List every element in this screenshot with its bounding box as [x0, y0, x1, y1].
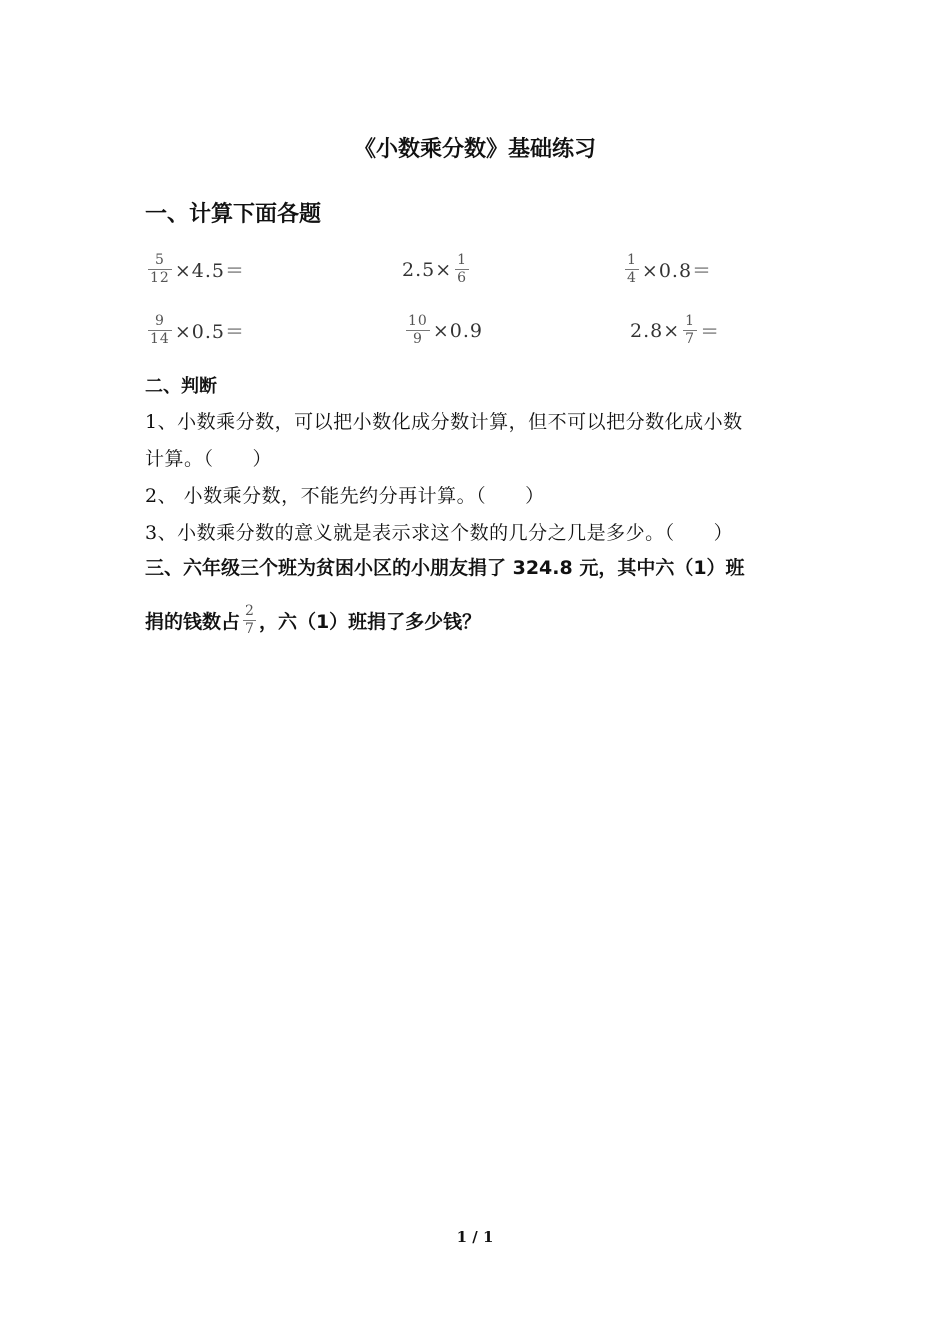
calc-item-2: [402, 252, 472, 287]
fraction: [406, 313, 430, 348]
word-problem-text: ，六（1）班捐了多少钱？: [258, 611, 482, 633]
fraction: [148, 313, 172, 348]
section-1-heading: 一、计算下面各题: [145, 202, 322, 227]
calc-item-6: [630, 313, 720, 348]
page-title: 《小数乘分数》基础练习: [353, 137, 596, 162]
calc-expression: ×0.8＝: [641, 260, 713, 282]
judge-question-3: 3、小数乘分数的意义就是表示求这个数的几分之几是多少。（ ）: [145, 522, 734, 544]
fraction-denominator: 12: [150, 270, 170, 286]
fraction-denominator: 6: [457, 270, 468, 286]
calc-expression: ×0.9: [432, 319, 483, 342]
calc-expression: 2.8×: [630, 319, 681, 342]
fraction-numerator: 1: [457, 252, 468, 268]
calc-expression: 2.5×: [402, 258, 453, 281]
section-2-heading: 二、判断: [145, 376, 217, 397]
calc-expression: ＝: [700, 321, 721, 343]
fraction-numerator: 1: [685, 313, 696, 329]
fraction-numerator: 9: [154, 313, 165, 329]
word-problem-line-2: [145, 603, 481, 638]
word-problem-text: 捐的钱数占: [145, 611, 241, 633]
calc-item-5: [403, 313, 483, 348]
page-number: 1 / 1: [456, 1228, 494, 1246]
fraction: [683, 313, 697, 348]
fraction-numerator: 2: [245, 603, 254, 619]
fraction-numerator: 1: [627, 252, 637, 268]
fraction: [148, 252, 172, 287]
judge-question-1-line-1: 1、小数乘分数，可以把小数化成分数计算，但不可以把分数化成小数: [145, 411, 743, 433]
calc-expression: ×0.5＝: [174, 321, 245, 343]
fraction: [243, 603, 256, 638]
judge-question-2: 2、 小数乘分数，不能先约分再计算。（ ）: [145, 485, 545, 507]
calc-item-4: [145, 313, 245, 348]
fraction-numerator: 5: [154, 252, 165, 268]
fraction-numerator: 10: [408, 313, 428, 329]
calc-item-3: [622, 252, 712, 287]
fraction-denominator: 4: [627, 270, 637, 286]
fraction-denominator: 7: [245, 621, 254, 637]
fraction-denominator: 14: [150, 331, 170, 347]
calc-item-1: [145, 252, 245, 287]
fraction-denominator: 7: [685, 331, 696, 347]
judge-question-1-line-2: 计算。（ ）: [145, 448, 273, 470]
fraction: [625, 252, 639, 287]
fraction: [455, 252, 469, 287]
word-problem-line-1: 三、六年级三个班为贫困小区的小朋友捐了 324.8 元，其中六（1）班: [145, 557, 745, 579]
fraction-denominator: 9: [412, 331, 423, 347]
calc-expression: ×4.5＝: [174, 260, 245, 282]
